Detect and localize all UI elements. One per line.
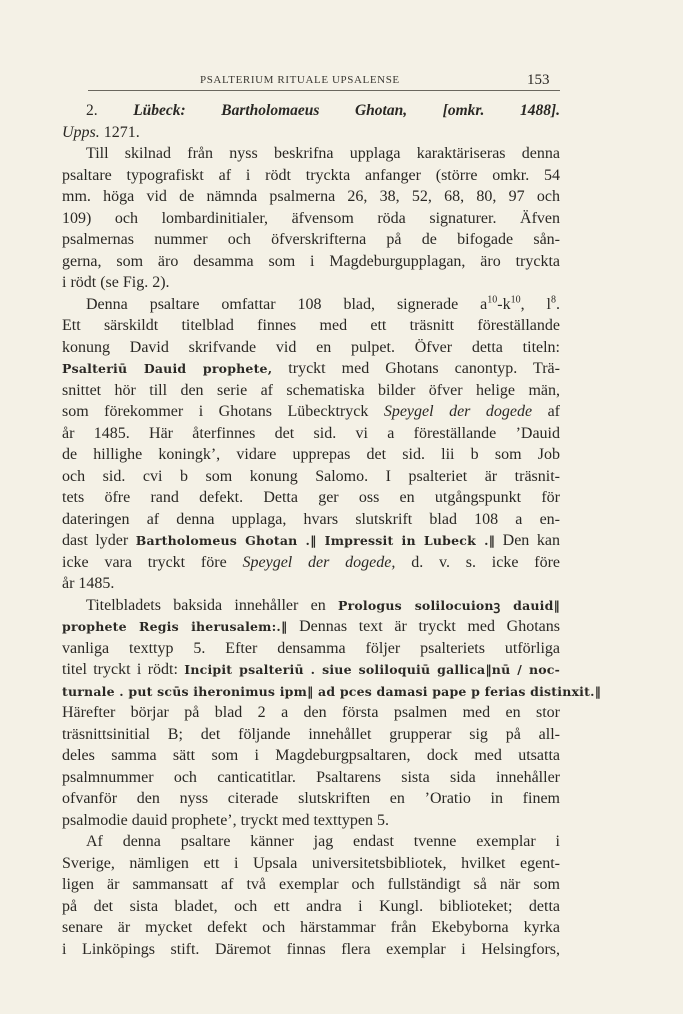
entry-ref-number: 1271. [99, 123, 140, 141]
header-rule [88, 90, 560, 91]
entry-reference [62, 122, 560, 144]
text-line: 109) och lombardinitialer, äfvensom röda signaturer. Äfven [62, 209, 560, 227]
blackletter-quote: Bartholomeus Ghotan .‖ Impressit in Lubeck .‖ [135, 533, 496, 548]
entry-number: 2. [86, 102, 98, 119]
text-span: -k [497, 295, 511, 313]
text-line: snittet hör till den serie af schematiska bilder öfver helige män, [62, 381, 560, 399]
text-span: af [532, 403, 561, 420]
text-line: psalmernas nummer och öfverskrifterna på de bifogade sån- [62, 231, 560, 248]
text-line: Sverige, nämligen ett i Upsala universitetsbibliotek, hvilket egent- [62, 854, 560, 872]
text-line [62, 401, 560, 423]
text-line: de hillighe koningk’, vidare upprepas det sid. lii b som Job [62, 446, 560, 463]
text-span: titel tryckt i rödt: [62, 661, 185, 678]
text-line: och sid. cvi b som konung Salomo. I psalteriet är träsnit- [62, 467, 560, 485]
text-span: tryckt med Ghotans canontyp. Trä- [272, 360, 560, 377]
text-span: Dennas text är tryckt med Ghotans [287, 618, 560, 635]
book-title: Speygel der dogede, [242, 553, 396, 571]
text-line: i Linköpings stift. Däremot finnas flera exemplar i Helsingfors, [62, 940, 560, 958]
text-line: dateringen af denna upplaga, hvars slutskrift blad 108 a en- [62, 510, 560, 528]
text-span: . [556, 295, 560, 313]
text-line: i rödt (se Fig. 2). [62, 274, 170, 291]
text-line [62, 659, 560, 681]
text-span: , l [520, 295, 551, 313]
text-line [62, 530, 560, 552]
text-line: träsnittsinitial B; det följande innehållet grupperar sig på all- [62, 725, 560, 743]
text-line: ofvanför den nyss citerade slutskriften en ’Oratio in finem [62, 790, 560, 807]
text-line [62, 294, 560, 316]
blackletter-quote: Prologus solilocuionꝫ dauid‖ [338, 597, 560, 613]
page-number: 153 [527, 72, 550, 88]
entry-ref-library: Upps. [62, 123, 100, 141]
text-span: Denna psaltare omfattar 108 blad, signerade a [86, 295, 488, 313]
text-span: icke vara tryckt före [62, 553, 243, 571]
page-body [62, 100, 602, 960]
text-line: år 1485. [62, 575, 115, 592]
text-line: Af denna psaltare känner jag endast tvenne exemplar i [86, 833, 560, 850]
blackletter-quote: turnale . put scūs iheronimus ipm‖ ad pces damasi pape p ferias distinxit.‖ [62, 683, 602, 699]
blackletter-quote: prophete Regis iherusalem:.‖ [62, 619, 288, 634]
text-line: år 1485. Här återfinnes det sid. vi a föreställande ’Dauid [62, 424, 560, 442]
text-line: konung David skrifvande vid en pulpet. Öfver detta titeln: [62, 338, 560, 356]
text-line: deles samma sätt som i Magdeburgpsaltaren, dock med utsatta [62, 747, 560, 764]
blackletter-quote: Incipit psalteriū . siue soliloquiū gallica‖nū / noc- [184, 662, 560, 677]
text-span: dast lyder [62, 532, 136, 549]
text-line [62, 616, 560, 638]
superscript: 10 [487, 294, 498, 306]
blackletter-quote: Psalteriū Dauid prophete, [62, 361, 273, 376]
text-line: psaltare typografiskt af i rödt tryckta anfanger (större omkr. 54 [62, 166, 560, 184]
text-span: Titelbladets baksida innehåller en [86, 596, 338, 614]
text-line: gerna, som äro desamma som i Magdeburgupplagan, äro tryckta [62, 252, 560, 270]
text-span: Den kan [495, 532, 560, 549]
running-head: PSALTERIUM RITUALE UPSALENSE [200, 74, 400, 86]
text-line: på det sista bladet, och ett andra i Kungl. biblioteket; detta [62, 897, 560, 915]
text-line [62, 681, 602, 703]
text-line [62, 358, 560, 380]
text-line [62, 595, 560, 617]
text-line: tets öfre rand defekt. Detta ger oss en utgångspunkt för [62, 489, 560, 506]
text-line: vanliga texttyp 5. Efter densamma följer psalteriets utförliga [62, 639, 560, 657]
text-line: ligen är sammansatt af två exemplar och fullständigt så när som [62, 876, 560, 893]
superscript: 10 [510, 294, 521, 306]
entry-heading [62, 100, 560, 122]
book-title: Speygel der dogede [383, 403, 533, 420]
text-line: psalmodie dauid prophete’, tryckt med texttypen 5. [62, 811, 390, 829]
entry-title: Lübeck: Bartholomaeus Ghotan, [omkr. 1488]. [133, 102, 561, 119]
text-span: d. v. s. icke före [395, 553, 561, 571]
text-line: mm. höga vid de nämnda psalmerna 26, 38, 52, 68, 80, 97 och [62, 188, 560, 205]
superscript: 8 [551, 294, 556, 306]
text-line: Ett särskildt titelblad finnes med ett träsnitt föreställande [62, 317, 560, 334]
text-line [62, 552, 560, 574]
text-line: psalmnummer och canticatitlar. Psaltarens sista sida innehåller [62, 768, 560, 786]
text-span: som förekommer i Ghotans Lübecktryck [62, 403, 384, 420]
text-line: Till skilnad från nyss beskrifna upplaga karaktäriseras denna [86, 145, 560, 162]
text-line: Härefter börjar på blad 2 a den första psalmen med en stor [62, 704, 560, 721]
text-line: senare är mycket defekt och härstammar från Ekebyborna kyrka [62, 919, 560, 936]
